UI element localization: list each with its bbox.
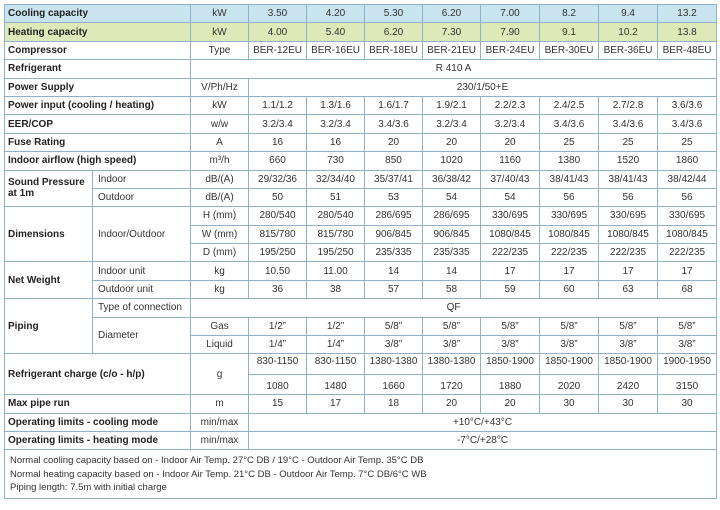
spanned-value-cell: R 410 A — [191, 60, 717, 78]
unit-cell: V/Ph/Hz — [191, 78, 249, 96]
value-cell: 20 — [423, 395, 481, 413]
sub-label: Type of connection — [93, 299, 191, 317]
value-cell: 38 — [307, 280, 365, 298]
value-cell: 2.4/2.5 — [540, 96, 599, 114]
sub-label: Indoor unit — [93, 262, 191, 280]
value-cell: 3.6/3.6 — [658, 96, 717, 114]
value-cell: 11.00 — [307, 262, 365, 280]
value-cell: 56 — [540, 188, 599, 206]
value-cell: 5/8” — [540, 317, 599, 335]
value-cell: 1.9/2.1 — [423, 96, 481, 114]
unit-cell: dB/(A) — [191, 188, 249, 206]
value-cell: 7.00 — [481, 5, 540, 23]
value-cell: BER-18EU — [365, 41, 423, 59]
value-cell: 53 — [365, 188, 423, 206]
value-cell: 660 — [249, 152, 307, 170]
value-cell: 1/2” — [249, 317, 307, 335]
row-label: Heating capacity — [5, 23, 191, 41]
value-cell: 286/695 — [365, 207, 423, 225]
value-cell: 1080/845 — [658, 225, 717, 243]
value-cell: 1/4” — [307, 336, 365, 354]
value-cell: 50 — [249, 188, 307, 206]
unit-cell: min/max — [191, 431, 249, 449]
value-cell: 68 — [658, 280, 717, 298]
value-cell: 63 — [599, 280, 658, 298]
value-cell: 3.4/3.6 — [599, 115, 658, 133]
value-cell: 10.2 — [599, 23, 658, 41]
value-cell: 20 — [423, 133, 481, 151]
value-cell: 17 — [481, 262, 540, 280]
value-cell: 17 — [307, 395, 365, 413]
value-cell: 38/41/43 — [540, 170, 599, 188]
value-cell: 17 — [658, 262, 717, 280]
value-cell: 1.1/1.2 — [249, 96, 307, 114]
value-cell: 6.20 — [365, 23, 423, 41]
row-power-input — [5, 96, 717, 114]
value-cell: 730 — [307, 152, 365, 170]
unit-cell: min/max — [191, 413, 249, 431]
unit-cell: g — [191, 354, 249, 395]
row-label: Cooling capacity — [5, 5, 191, 23]
value-cell: 222/235 — [540, 244, 599, 262]
row-label: Compressor — [5, 41, 191, 59]
row-piping-connection — [5, 299, 717, 317]
row-label: Indoor airflow (high speed) — [5, 152, 191, 170]
row-refrigerant-charge-cooling — [5, 354, 717, 374]
value-cell: BER-30EU — [540, 41, 599, 59]
value-cell: 14 — [365, 262, 423, 280]
value-cell: 25 — [658, 133, 717, 151]
value-cell: 2020 — [540, 374, 599, 394]
value-cell: 222/235 — [658, 244, 717, 262]
unit-cell: D (mm) — [191, 244, 249, 262]
value-cell: BER-12EU — [249, 41, 307, 59]
value-cell: 830-1150 — [307, 354, 365, 374]
value-cell: 7.30 — [423, 23, 481, 41]
value-cell: 2420 — [599, 374, 658, 394]
value-cell: 3/8” — [658, 336, 717, 354]
value-cell: 222/235 — [599, 244, 658, 262]
value-cell: 36/38/42 — [423, 170, 481, 188]
row-fuse-rating — [5, 133, 717, 151]
value-cell: 1380 — [540, 152, 599, 170]
value-cell: 36 — [249, 280, 307, 298]
value-cell: BER-48EU — [658, 41, 717, 59]
value-cell: 330/695 — [481, 207, 540, 225]
unit-cell: Gas — [191, 317, 249, 335]
value-cell: 59 — [481, 280, 540, 298]
row-label: Operating limits - cooling mode — [5, 413, 191, 431]
value-cell: 5/8” — [423, 317, 481, 335]
row-power-supply — [5, 78, 717, 96]
value-cell: 330/695 — [599, 207, 658, 225]
value-cell: 58 — [423, 280, 481, 298]
value-cell: 906/845 — [423, 225, 481, 243]
value-cell: 3/8” — [423, 336, 481, 354]
value-cell: 18 — [365, 395, 423, 413]
row-cooling-capacity — [5, 5, 717, 23]
row-eer-cop — [5, 115, 717, 133]
value-cell: 4.00 — [249, 23, 307, 41]
sub-label: Indoor/Outdoor — [93, 207, 191, 262]
row-weight-outdoor — [5, 280, 717, 298]
value-cell: 20 — [481, 395, 540, 413]
value-cell: 1080 — [249, 374, 307, 394]
row-label: Refrigerant — [5, 60, 191, 78]
value-cell: BER-24EU — [481, 41, 540, 59]
value-cell: 6.20 — [423, 5, 481, 23]
value-cell: 1.6/1.7 — [365, 96, 423, 114]
unit-cell: Type — [191, 41, 249, 59]
value-cell: 5/8” — [658, 317, 717, 335]
row-label: Operating limits - heating mode — [5, 431, 191, 449]
row-compressor — [5, 41, 717, 59]
value-cell: 51 — [307, 188, 365, 206]
spanned-value-cell: 230/1/50+E — [249, 78, 717, 96]
value-cell: 16 — [249, 133, 307, 151]
value-cell: 1380-1380 — [365, 354, 423, 374]
value-cell: 20 — [365, 133, 423, 151]
value-cell: 280/540 — [249, 207, 307, 225]
value-cell: 17 — [599, 262, 658, 280]
unit-cell: W (mm) — [191, 225, 249, 243]
unit-cell: kg — [191, 262, 249, 280]
value-cell: 830-1150 — [249, 354, 307, 374]
value-cell: 3.2/3.4 — [307, 115, 365, 133]
row-label: Max pipe run — [5, 395, 191, 413]
value-cell: 7.90 — [481, 23, 540, 41]
value-cell: 60 — [540, 280, 599, 298]
value-cell: 330/695 — [540, 207, 599, 225]
value-cell: 3/8” — [599, 336, 658, 354]
value-cell: 235/335 — [365, 244, 423, 262]
row-label: Power Supply — [5, 78, 191, 96]
value-cell: 1850-1900 — [540, 354, 599, 374]
value-cell: 30 — [658, 395, 717, 413]
row-dimensions-h — [5, 207, 717, 225]
value-cell: 330/695 — [658, 207, 717, 225]
value-cell: 1/4” — [249, 336, 307, 354]
unit-cell: m — [191, 395, 249, 413]
row-limits-heating — [5, 431, 717, 449]
value-cell: 195/250 — [307, 244, 365, 262]
value-cell: 3.2/3.4 — [423, 115, 481, 133]
value-cell: 16 — [307, 133, 365, 151]
unit-cell: Liquid — [191, 336, 249, 354]
value-cell: 1080/845 — [599, 225, 658, 243]
value-cell: 906/845 — [365, 225, 423, 243]
note-line: Normal cooling capacity based on - Indoor Air Temp. 27°C DB / 19°C - Outdoor Air Temp. 35°C DB — [10, 455, 424, 467]
value-cell: 5/8” — [365, 317, 423, 335]
value-cell: 17 — [540, 262, 599, 280]
row-label: Power input (cooling / heating) — [5, 96, 191, 114]
value-cell: 20 — [481, 133, 540, 151]
unit-cell: m³/h — [191, 152, 249, 170]
value-cell: 8.2 — [540, 5, 599, 23]
unit-cell: kg — [191, 280, 249, 298]
sub-label: Diameter — [93, 317, 191, 354]
value-cell: 3.50 — [249, 5, 307, 23]
unit-cell: dB/(A) — [191, 170, 249, 188]
value-cell: 5/8” — [481, 317, 540, 335]
row-label: Refrigerant charge (c/o - h/p) — [5, 354, 191, 395]
value-cell: 57 — [365, 280, 423, 298]
value-cell: 3150 — [658, 374, 717, 394]
value-cell: 14 — [423, 262, 481, 280]
note-line: Normal heating capacity based on - Indoor Air Temp. 21°C DB - Outdoor Air Temp. 7°C DB/6°C WB — [10, 468, 427, 480]
value-cell: 10.50 — [249, 262, 307, 280]
value-cell: 2.7/2.8 — [599, 96, 658, 114]
value-cell: 25 — [540, 133, 599, 151]
value-cell: 1860 — [658, 152, 717, 170]
value-cell: 3.4/3.6 — [540, 115, 599, 133]
value-cell: BER-16EU — [307, 41, 365, 59]
sub-label: Indoor — [93, 170, 191, 188]
value-cell: 3.4/3.6 — [658, 115, 717, 133]
value-cell: 1900-1950 — [658, 354, 717, 374]
row-sound-indoor — [5, 170, 717, 188]
value-cell: 5.30 — [365, 5, 423, 23]
spanned-value-cell: -7°C/+28°C — [249, 431, 717, 449]
spanned-value-cell: +10°C/+43°C — [249, 413, 717, 431]
value-cell: 3/8” — [540, 336, 599, 354]
value-cell: 1880 — [481, 374, 540, 394]
row-label: EER/COP — [5, 115, 191, 133]
value-cell: 3.2/3.4 — [249, 115, 307, 133]
value-cell: 3.2/3.4 — [481, 115, 540, 133]
value-cell: 9.4 — [599, 5, 658, 23]
row-heating-capacity — [5, 23, 717, 41]
value-cell: 38/42/44 — [658, 170, 717, 188]
row-piping-gas — [5, 317, 717, 335]
row-sound-outdoor — [5, 188, 717, 206]
value-cell: 3/8” — [365, 336, 423, 354]
value-cell: 1080/845 — [481, 225, 540, 243]
value-cell: 25 — [599, 133, 658, 151]
value-cell: 1380-1380 — [423, 354, 481, 374]
value-cell: 1520 — [599, 152, 658, 170]
row-label: Piping — [5, 299, 93, 354]
value-cell: 3/8” — [481, 336, 540, 354]
value-cell: 1080/845 — [540, 225, 599, 243]
unit-cell: A — [191, 133, 249, 151]
row-refrigerant — [5, 60, 717, 78]
row-weight-indoor — [5, 262, 717, 280]
sub-label: Outdoor unit — [93, 280, 191, 298]
value-cell: 1720 — [423, 374, 481, 394]
value-cell: 1.3/1.6 — [307, 96, 365, 114]
notes-cell — [5, 450, 717, 499]
spec-table — [4, 4, 717, 499]
value-cell: 2.2/2.3 — [481, 96, 540, 114]
row-max-pipe-run — [5, 395, 717, 413]
value-cell: 32/34/40 — [307, 170, 365, 188]
row-indoor-airflow — [5, 152, 717, 170]
value-cell: 1660 — [365, 374, 423, 394]
value-cell: 1850-1900 — [599, 354, 658, 374]
row-limits-cooling — [5, 413, 717, 431]
value-cell: 1/2” — [307, 317, 365, 335]
unit-cell: kW — [191, 5, 249, 23]
sub-label: Outdoor — [93, 188, 191, 206]
value-cell: 1850-1900 — [481, 354, 540, 374]
value-cell: 30 — [599, 395, 658, 413]
value-cell: 29/32/36 — [249, 170, 307, 188]
value-cell: 54 — [481, 188, 540, 206]
value-cell: 235/335 — [423, 244, 481, 262]
value-cell: 13.2 — [658, 5, 717, 23]
value-cell: 5.40 — [307, 23, 365, 41]
value-cell: 56 — [658, 188, 717, 206]
value-cell: 815/780 — [307, 225, 365, 243]
value-cell: BER-21EU — [423, 41, 481, 59]
row-label: Sound Pressure at 1m — [5, 170, 93, 207]
value-cell: 30 — [540, 395, 599, 413]
unit-cell: kW — [191, 96, 249, 114]
row-label: Dimensions — [5, 207, 93, 262]
value-cell: 1020 — [423, 152, 481, 170]
value-cell: 35/37/41 — [365, 170, 423, 188]
value-cell: 222/235 — [481, 244, 540, 262]
value-cell: 56 — [599, 188, 658, 206]
value-cell: 3.4/3.6 — [365, 115, 423, 133]
value-cell: 850 — [365, 152, 423, 170]
value-cell: 54 — [423, 188, 481, 206]
row-notes — [5, 450, 717, 499]
spanned-value-cell: QF — [191, 299, 717, 317]
value-cell: 5/8” — [599, 317, 658, 335]
value-cell: 1480 — [307, 374, 365, 394]
row-label: Fuse Rating — [5, 133, 191, 151]
value-cell: 9.1 — [540, 23, 599, 41]
unit-cell: w/w — [191, 115, 249, 133]
value-cell: 195/250 — [249, 244, 307, 262]
value-cell: 37/40/43 — [481, 170, 540, 188]
value-cell: BER-36EU — [599, 41, 658, 59]
row-label: Net Weight — [5, 262, 93, 299]
value-cell: 38/41/43 — [599, 170, 658, 188]
value-cell: 280/540 — [307, 207, 365, 225]
unit-cell: kW — [191, 23, 249, 41]
value-cell: 815/780 — [249, 225, 307, 243]
note-line: Piping length: 7.5m with initial charge — [10, 482, 167, 494]
value-cell: 13.8 — [658, 23, 717, 41]
value-cell: 1160 — [481, 152, 540, 170]
value-cell: 4.20 — [307, 5, 365, 23]
value-cell: 286/695 — [423, 207, 481, 225]
value-cell: 15 — [249, 395, 307, 413]
unit-cell: H (mm) — [191, 207, 249, 225]
